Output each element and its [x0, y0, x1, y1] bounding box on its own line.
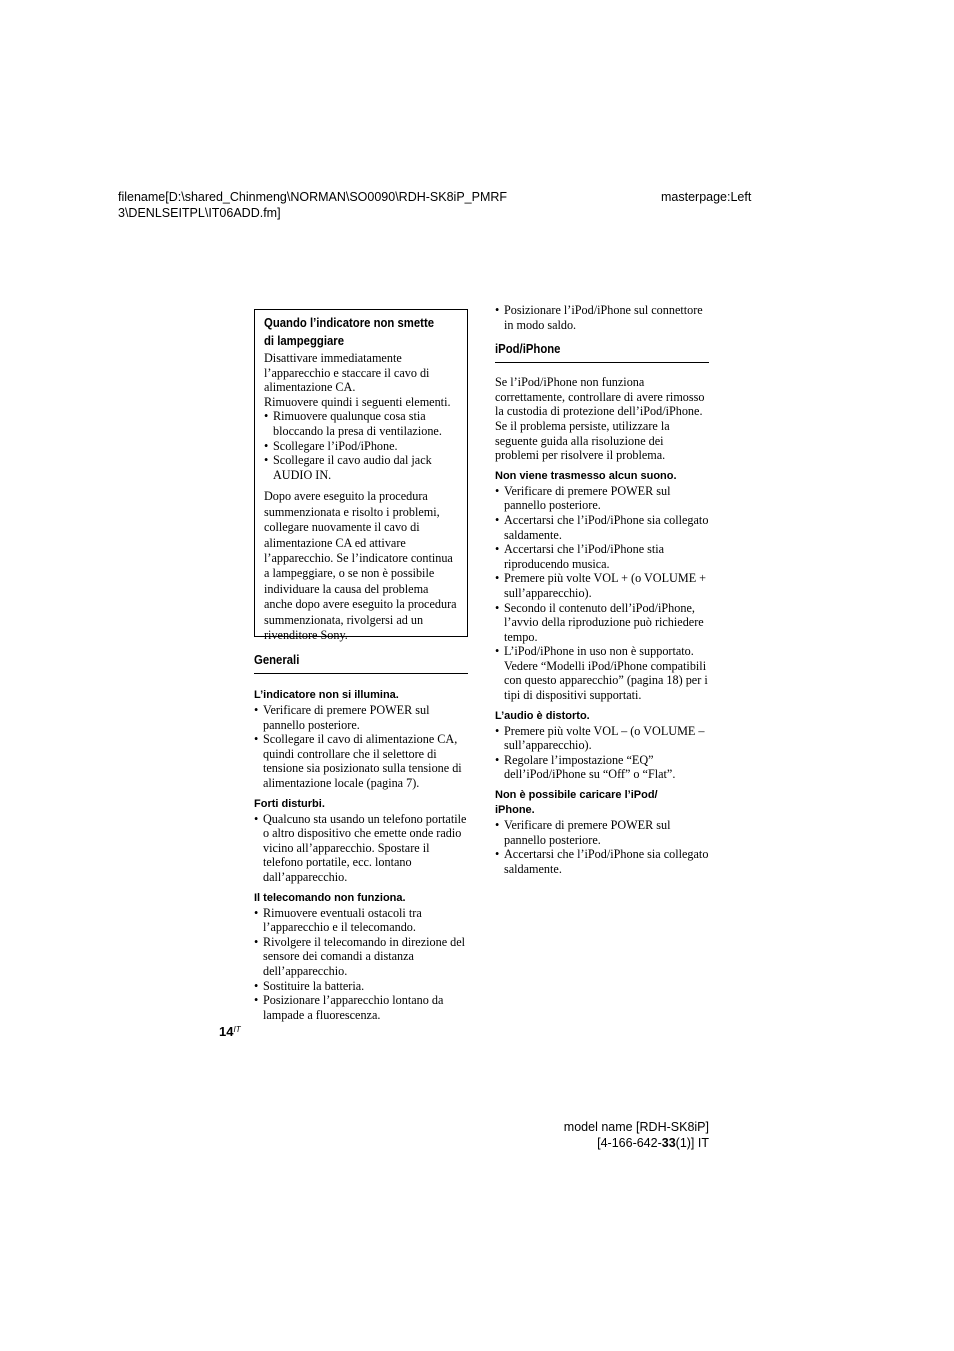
list-item: • Sostituire la batteria.: [254, 979, 468, 994]
blinking-indicator-box: [254, 309, 468, 642]
box-paragraph-2: Rimuovere quindi i seguenti elementi.: [264, 394, 451, 409]
generali-section: [254, 652, 468, 1022]
model-name: model name [RDH-SK8iP]: [563, 1120, 709, 1134]
list-item: • Verificare di premere POWER sul pannello posteriore.: [495, 484, 709, 513]
masterpage-label: masterpage:Left: [661, 190, 752, 204]
list-item: • Rimuovere qualunque cosa stia bloccando la presa di ventilazione.: [264, 409, 458, 438]
section-divider: [254, 673, 468, 674]
no-sound-bullet-list: [495, 484, 709, 703]
list-item: • Posizionare l’iPod/iPhone sul connettore in modo saldo.: [495, 303, 709, 332]
section-divider: [495, 362, 709, 363]
list-item: • Scollegare il cavo di alimentazione CA, quindi controllare che il selettore di tensione sia posizionato sulla tensione di alimentazione locale (pagina 7).: [254, 732, 468, 790]
filename-line-2: 3\DENLSEITPL\IT06ADD.fm]: [118, 206, 281, 220]
noise-bullet-list: [254, 812, 468, 885]
list-item: • Verificare di premere POWER sul pannello posteriore.: [254, 703, 468, 732]
list-item: • Rimuovere eventuali ostacoli tra l’apparecchio e il telecomando.: [254, 906, 468, 935]
box-title: [264, 314, 458, 350]
remote-bullet-list: [254, 906, 468, 1023]
subhead-charging-line-1: Non è possibile caricare l’iPod/: [495, 789, 658, 802]
box-paragraph-1: Disattivare immediatamente l’apparecchio e staccare il cavo di alimentazione CA.: [264, 351, 430, 395]
subhead-noise: Forti disturbi.: [254, 797, 325, 810]
list-item: • Secondo il contenuto dell’iPod/iPhone, l’avvio della riproduzione può richiedere tempo.: [495, 601, 709, 645]
list-item: • Verificare di premere POWER sul pannello posteriore.: [495, 818, 709, 847]
model-footer: [564, 1119, 709, 1151]
box-title-line-1: Quando l’indicatore non smette: [264, 316, 435, 330]
charging-bullet-list: [495, 818, 709, 876]
list-item: • Posizionare l’apparecchio lontano da lampade a fluorescenza.: [254, 993, 468, 1022]
indicator-bullet-list: [254, 703, 468, 791]
list-item: • Scollegare l’iPod/iPhone.: [264, 439, 458, 454]
box-bullet-list: [264, 409, 458, 482]
page-number: [219, 1024, 241, 1039]
model-code-prefix: [4-166-642-: [597, 1136, 662, 1150]
page-language-suffix: IT: [233, 1025, 241, 1034]
distorted-bullet-list: [495, 724, 709, 782]
subhead-distorted: L’audio è distorto.: [495, 709, 590, 722]
list-item: • Scollegare il cavo audio dal jack AUDIO IN.: [264, 453, 458, 482]
model-code-bold: 33: [661, 1136, 676, 1150]
section-title-generali: Generali: [254, 653, 300, 667]
list-item: • Premere più volte VOL – (o VOLUME – sull’apparecchio).: [495, 724, 709, 753]
list-item: • Qualcuno sta usando un telefono portatile o altro dispositivo che emette onde radio vicino all’apparecchio. Spostare il telefono portatile, ecc. lontano dall’apparecchio.: [254, 812, 468, 885]
model-code: [564, 1135, 709, 1151]
subhead-no-sound: Non viene trasmesso alcun suono.: [495, 469, 677, 482]
subhead-indicator: L’indicatore non si illumina.: [254, 689, 399, 701]
box-title-line-2: di lampeggiare: [264, 334, 345, 348]
top-bullet-list: [495, 303, 709, 332]
file-header: [118, 189, 507, 221]
list-item: • Accertarsi che l’iPod/iPhone stia riproducendo musica.: [495, 542, 709, 571]
ipod-intro: Se l’iPod/iPhone non funziona correttamente, controllare di avere rimosso la custodia di protezione dell’iPod/iPhone. Se il problema persiste, utilizzare la seguente guida alla risoluzione dei problemi per risolvere il problema.: [495, 375, 705, 463]
list-item: • Premere più volte VOL + (o VOLUME + sull’apparecchio).: [495, 571, 709, 600]
filename-line-1: filename[D:\shared_Chinmeng\NORMAN\SO0090\RDH-SK8iP_PMRF: [118, 190, 508, 204]
section-title-ipod: iPod/iPhone: [495, 342, 561, 357]
subhead-charging: [495, 788, 709, 818]
list-item: • Accertarsi che l’iPod/iPhone sia collegato saldamente.: [495, 513, 709, 542]
list-item: • Regolare l’impostazione “EQ” dell’iPod/iPhone su “Off” o “Flat”.: [495, 753, 709, 782]
page-number-value: 14: [219, 1024, 234, 1039]
subhead-charging-line-2: iPhone.: [495, 804, 535, 817]
right-column: [495, 303, 709, 876]
box-paragraph-3: Dopo avere eseguito la procedura summenzionata e risolto i problemi, collegare nuovamente il cavo di alimentazione CA ed attivare l’apparecchio. Se l’indicatore continua a lampeggiare, o se non è possibile individuare la causa del problema anche dopo avere eseguito la procedura summenzionata, rivolgersi ad un rivenditore Sony.: [264, 489, 457, 642]
list-item: • Rivolgere il telecomando in direzione del sensore dei comandi a distanza dell’apparecchio.: [254, 935, 468, 979]
list-item: • Accertarsi che l’iPod/iPhone sia collegato saldamente.: [495, 847, 709, 876]
subhead-remote: Il telecomando non funziona.: [254, 891, 406, 904]
model-code-suffix: (1)] IT: [675, 1136, 709, 1150]
list-item: • L’iPod/iPhone in uso non è supportato. Vedere “Modelli iPod/iPhone compatibili con questo apparecchio” (pagina 18) per i tipi di dispositivi supportati.: [495, 644, 709, 702]
